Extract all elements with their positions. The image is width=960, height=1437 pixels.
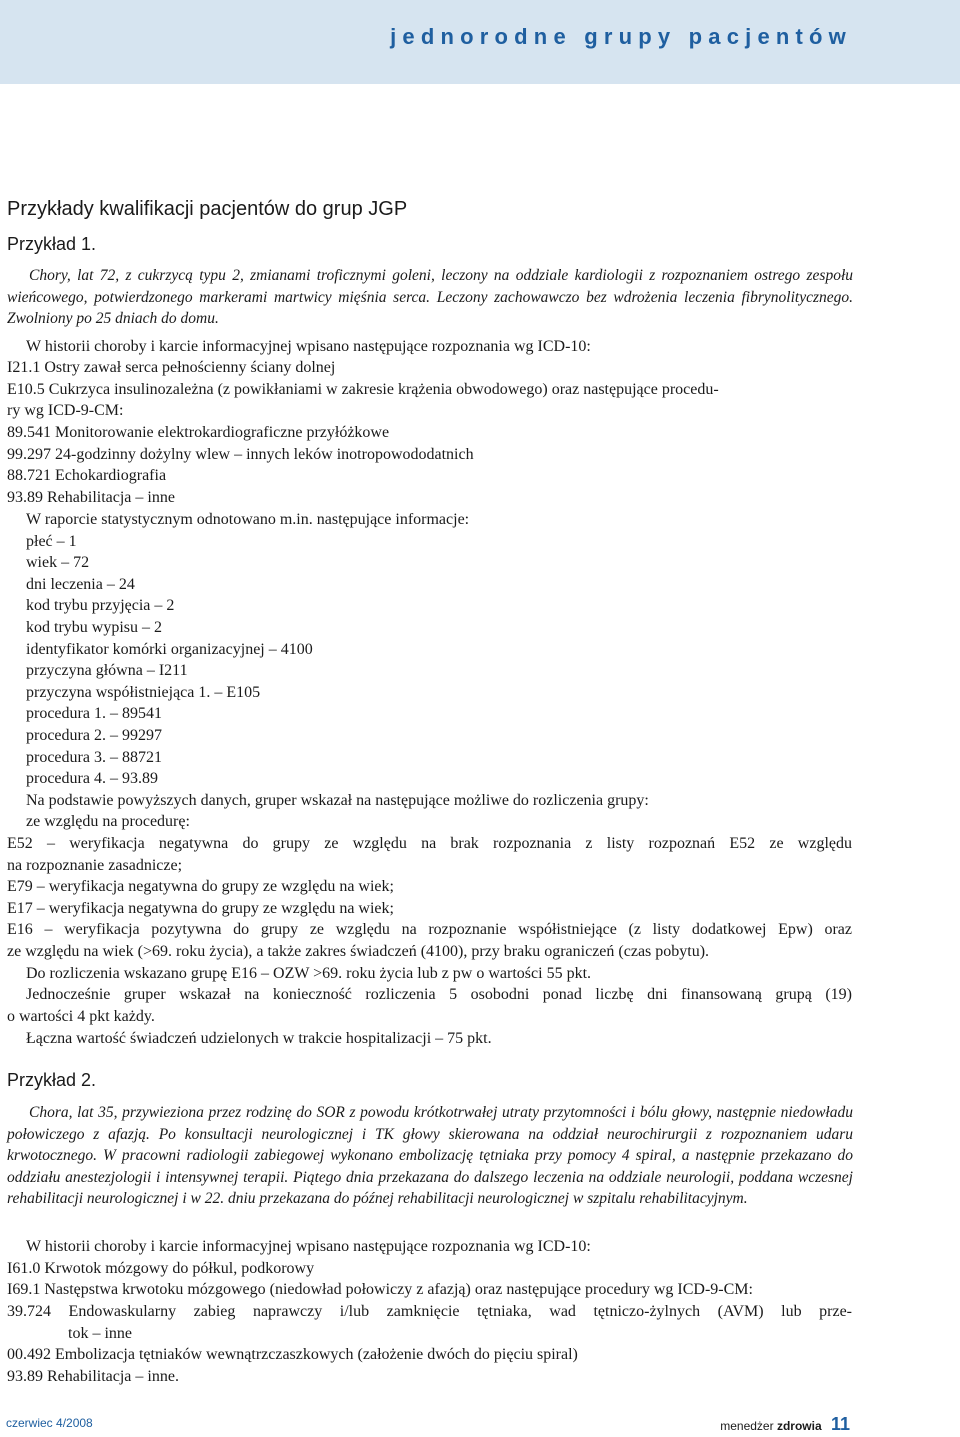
example-1-body-line: 89.541 Monitorowanie elektrokardiograficzne przyłóżkowe xyxy=(7,424,390,441)
example-1-body-line: procedura 1. – 89541 xyxy=(26,705,162,722)
example-1-body-line: E16 – weryfikacja pozytywna do grupy ze względu na rozpoznanie współistniejące (z listy dodatkowej Epw) oraz xyxy=(7,921,852,938)
example-1-body-line: E52 – weryfikacja negatywna do grupy ze względu na brak rozpoznania z listy rozpoznań E52 ze względu xyxy=(7,835,852,852)
example-1-body-line: identyfikator komórki organizacyjnej – 4100 xyxy=(26,641,313,658)
example-2-body-line: 93.89 Rehabilitacja – inne. xyxy=(7,1368,179,1385)
example-1-body-line: na rozpoznanie zasadnicze; xyxy=(7,857,183,874)
example-1-body-line: ze względu na procedurę: xyxy=(26,813,190,830)
page-header-band xyxy=(0,0,960,84)
example-1-body-line: procedura 4. – 93.89 xyxy=(26,770,158,787)
example-2-heading: Przykład 2. xyxy=(7,1070,97,1090)
example-1-body-line: ze względu na wiek (>69. roku życia), a także zakres świadczeń (4100), przy braku ograniczeń (czas pobytu). xyxy=(7,943,710,960)
example-1-body-line: E17 – weryfikacja negatywna do grupy ze względu na wiek; xyxy=(7,900,394,917)
example-1-body-line: Do rozliczenia wskazano grupę E16 – OZW >69. roku życia lub z pw o wartości 55 pkt. xyxy=(26,965,592,982)
example-1-body-line: wiek – 72 xyxy=(26,554,90,571)
example-1-body-line: E10.5 Cukrzyca insulinozależna (z powikłaniami w zakresie krążenia obwodowego) oraz następujące procedu- xyxy=(7,381,719,398)
example-2-body-line: 39.724 Endowaskularny zabieg naprawczy i/lub zamknięcie tętniaka, wad tętniczo-żylnych (AVM) lub prze- xyxy=(7,1303,852,1320)
example-1-description: Chory, lat 72, z cukrzycą typu 2, zmianami troficznymi goleni, leczony na oddziale kardiologii z rozpoznaniem ostrego zespołu wieńcowego, potwierdzonego markerami martwicy mięśnia serca. Leczony zachowawczo bez wdrożenia leczenia fibrynolitycznego. Zwolniony po 25 dniach do domu. xyxy=(7,267,853,328)
example-1-body-line: procedura 2. – 99297 xyxy=(26,727,162,744)
example-1-body-line: kod trybu wypisu – 2 xyxy=(26,619,162,636)
example-1-body-line: W historii choroby i karcie informacyjnej wpisano następujące rozpoznania wg ICD-10: xyxy=(26,338,591,355)
example-2-description: Chora, lat 35, przywieziona przez rodzinę do SOR z powodu krótkotrwałej utraty przytomności i bólu głowy, następnie niedowładu połowiczego z afazją. Po konsultacji neurologicznej i TK głowy skierowana na oddział neurochirurgii z rozpoznaniem udaru krwotocznego. W pracowni radiologii zabiegowej wykonano embolizację tętniaka przy pomocy 4 spiral, a następnie przekazano do oddziału anestezjologii i intensywnej terapii. Piątego dnia przekazana do dalszego leczenia na oddziale neurologii, poddana wczesnej rehabilitacji neurologicznej i w 22. dniu przekazana do późnej rehabilitacji neurologicznej w szpitalu rehabilitacyjnym. xyxy=(7,1104,853,1208)
example-1-body-line: o wartości 4 pkt każdy. xyxy=(7,1008,155,1025)
example-1-body-line: 99.297 24-godzinny dożylny wlew – innych leków inotropowododatnich xyxy=(7,446,474,463)
example-1-body-line: przyczyna współistniejąca 1. – E105 xyxy=(26,684,261,701)
example-2-body-line: W historii choroby i karcie informacyjnej wpisano następujące rozpoznania wg ICD-10: xyxy=(26,1238,591,1255)
footer-magazine xyxy=(720,1414,850,1435)
example-1-body-line: 93.89 Rehabilitacja – inne xyxy=(7,489,175,506)
example-1-body-line: Jednocześnie gruper wskazał na konieczność rozliczenia 5 osobodni ponad liczbę dni finansowaną grupą (19) xyxy=(26,986,852,1003)
page-number: 11 xyxy=(830,1414,850,1434)
example-1-body-line: I21.1 Ostry zawał serca pełnościenny ściany dolnej xyxy=(7,359,336,376)
example-1-body-line: ry wg ICD-9-CM: xyxy=(7,402,124,419)
footer-issue-number: 4/2008 xyxy=(56,1416,93,1430)
section-title: Przykłady kwalifikacji pacjentów do grup JGP xyxy=(7,198,408,220)
example-1-body-line: Na podstawie powyższych danych, gruper wskazał na następujące możliwe do rozliczenia grupy: xyxy=(26,792,649,809)
footer-issue-month: czerwiec xyxy=(6,1416,53,1430)
example-1-body-line: płeć – 1 xyxy=(26,533,77,550)
example-1-body-line: 88.721 Echokardiografia xyxy=(7,467,167,484)
section-header-title: jednorodne grupy pacjentów xyxy=(390,24,852,49)
example-1-body-line: przyczyna główna – I211 xyxy=(26,662,188,679)
example-1-body-line: kod trybu przyjęcia – 2 xyxy=(26,597,175,614)
footer-magazine-name-b: zdrowia xyxy=(776,1419,822,1433)
example-2-body-line: I61.0 Krwotok mózgowy do półkul, podkorowy xyxy=(7,1260,315,1277)
example-2-body-line: I69.1 Następstwa krwotoku mózgowego (niedowład połowiczy z afazją) oraz następujące procedury wg ICD-9-CM: xyxy=(7,1281,753,1298)
example-2-body-line: 00.492 Embolizacja tętniaków wewnątrzczaszkowych (założenie dwóch do pięciu spiral) xyxy=(7,1346,578,1363)
example-2-body-line: tok – inne xyxy=(68,1325,132,1342)
example-1-body-line: Łączna wartość świadczeń udzielonych w trakcie hospitalizacji – 75 pkt. xyxy=(26,1030,492,1047)
example-1-body-line: E79 – weryfikacja negatywna do grupy ze względu na wiek; xyxy=(7,878,394,895)
footer-issue xyxy=(6,1416,93,1430)
footer-magazine-name-a: menedżer xyxy=(720,1419,774,1433)
example-1-body-line: W raporcie statystycznym odnotowano m.in. następujące informacje: xyxy=(26,511,470,528)
example-1-body-line: procedura 3. – 88721 xyxy=(26,749,162,766)
example-1-heading: Przykład 1. xyxy=(7,234,97,254)
example-1-body-line: dni leczenia – 24 xyxy=(26,576,135,593)
